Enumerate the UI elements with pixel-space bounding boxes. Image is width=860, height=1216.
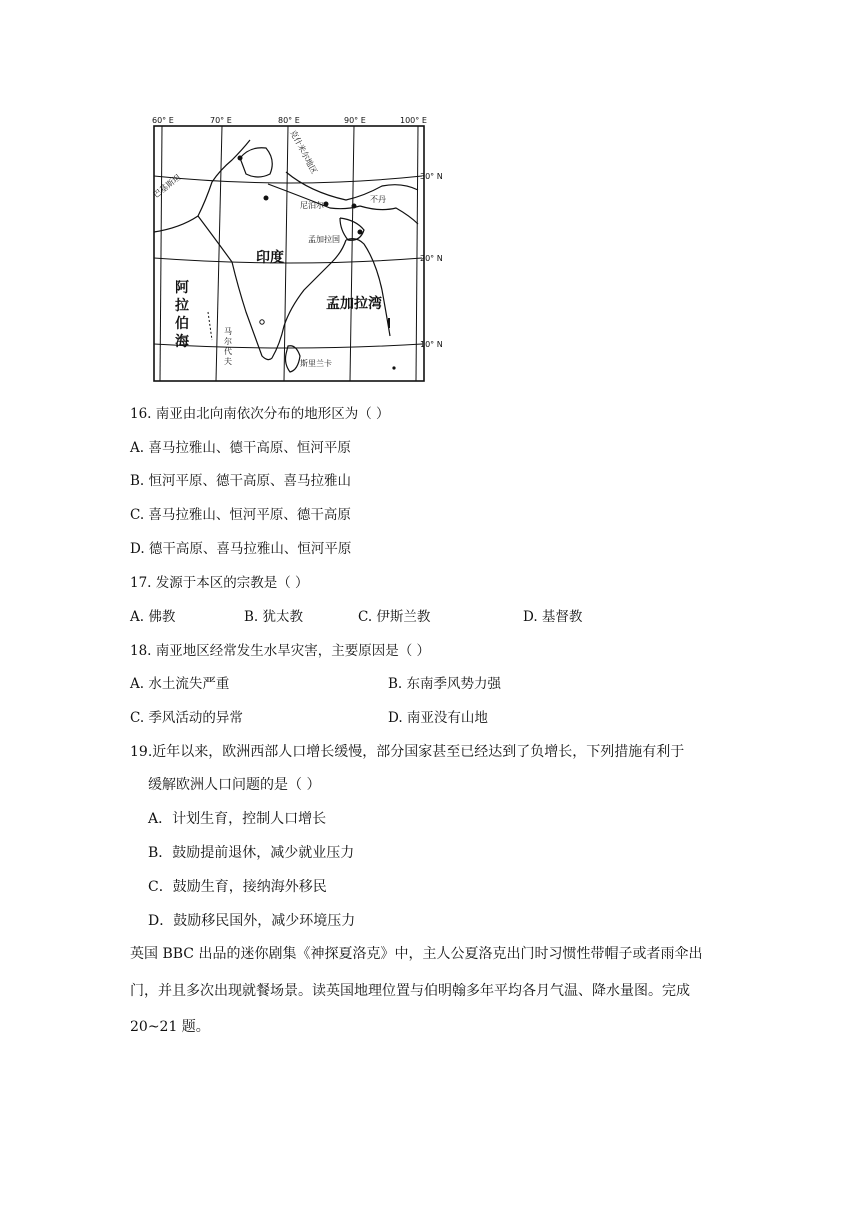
lon-label-80: 80° E bbox=[278, 116, 300, 125]
intro-line-3: 20~21 题。 bbox=[130, 1019, 210, 1035]
label-maldives-1: 马 bbox=[224, 327, 232, 336]
question-17-option-c: C. 伊斯兰教 bbox=[358, 609, 431, 625]
label-bhutan: 不丹 bbox=[370, 195, 386, 204]
question-18-option-a: A. 水土流失严重 bbox=[130, 676, 230, 692]
label-maldives-4: 夫 bbox=[224, 357, 232, 366]
question-17-option-d: D. 基督教 bbox=[523, 609, 583, 625]
question-18-option-d: D. 南亚没有山地 bbox=[388, 710, 488, 726]
question-19-option-b: B．鼓励提前退休，减少就业压力 bbox=[148, 845, 355, 861]
question-19-option-d: D．鼓励移民国外，减少环境压力 bbox=[148, 913, 356, 929]
lon-label-100: 100° E bbox=[400, 116, 427, 125]
label-arabian-sea-1: 阿 bbox=[175, 280, 189, 296]
label-arabian-sea-3: 伯 bbox=[175, 316, 189, 332]
question-18-stem: 18. 南亚地区经常发生水旱灾害，主要原因是（ ） bbox=[130, 643, 431, 659]
label-nepal: 尼泊尔 bbox=[300, 201, 324, 210]
lat-label-30: 30° N bbox=[420, 172, 443, 181]
label-sri-lanka: 斯里兰卡 bbox=[300, 359, 332, 368]
lat-label-20: 20° N bbox=[420, 254, 443, 263]
label-maldives-3: 代 bbox=[224, 347, 232, 356]
label-india: 印度 bbox=[256, 250, 284, 266]
lon-label-70: 70° E bbox=[210, 116, 232, 125]
label-arabian-sea-4: 海 bbox=[175, 334, 189, 350]
question-16-option-d: D. 德干高原、喜马拉雅山、恒河平原 bbox=[130, 541, 352, 557]
question-18-option-b: B. 东南季风势力强 bbox=[388, 676, 502, 692]
question-19-stem-line1: 19.近年以来，欧洲西部人口增长缓慢，部分国家甚至已经达到了负增长，下列措施有利于 bbox=[130, 744, 685, 760]
label-bangladesh: 孟加拉国 bbox=[308, 235, 340, 244]
question-16-option-b: B. 恒河平原、德干高原、喜马拉雅山 bbox=[130, 473, 352, 489]
label-bay-of-bengal: 孟加拉湾 bbox=[326, 296, 382, 312]
label-pakistan: 巴基斯坦 bbox=[151, 172, 183, 200]
question-19-option-c: C．鼓励生育，接纳海外移民 bbox=[148, 879, 327, 895]
question-17-option-a: A. 佛教 bbox=[130, 609, 176, 625]
label-arabian-sea-2: 拉 bbox=[175, 298, 189, 314]
lat-label-10: 10° N bbox=[420, 340, 443, 349]
question-19-option-a: A．计划生育，控制人口增长 bbox=[148, 811, 327, 827]
intro-line-2: 门，并且多次出现就餐场景。读英国地理位置与伯明翰多年平均各月气温、降水量图。完成 bbox=[130, 983, 690, 999]
lon-label-90: 90° E bbox=[344, 116, 366, 125]
question-16-stem: 16. 南亚由北向南依次分布的地形区为（ ） bbox=[130, 406, 390, 422]
lon-label-60: 60° E bbox=[152, 116, 174, 125]
question-16-option-c: C. 喜马拉雅山、恒河平原、德干高原 bbox=[130, 507, 351, 523]
south-asia-map bbox=[150, 112, 443, 384]
map-frame bbox=[154, 126, 424, 381]
question-16-option-a: A. 喜马拉雅山、德干高原、恒河平原 bbox=[130, 440, 351, 456]
question-17-option-b: B. 犹太教 bbox=[244, 609, 304, 625]
intro-line-1: 英国 BBC 出品的迷你剧集《神探夏洛克》中，主人公夏洛克出门时习惯性带帽子或者雨伞出 bbox=[130, 946, 703, 962]
question-19-stem-line2: 缓解欧洲人口问题的是（ ） bbox=[148, 777, 321, 793]
label-maldives-2: 尔 bbox=[224, 337, 232, 346]
label-kashmir: 克什米尔地区 bbox=[288, 128, 319, 176]
question-18-option-c: C. 季风活动的异常 bbox=[130, 710, 243, 726]
question-17-stem: 17. 发源于本区的宗教是（ ） bbox=[130, 575, 309, 591]
